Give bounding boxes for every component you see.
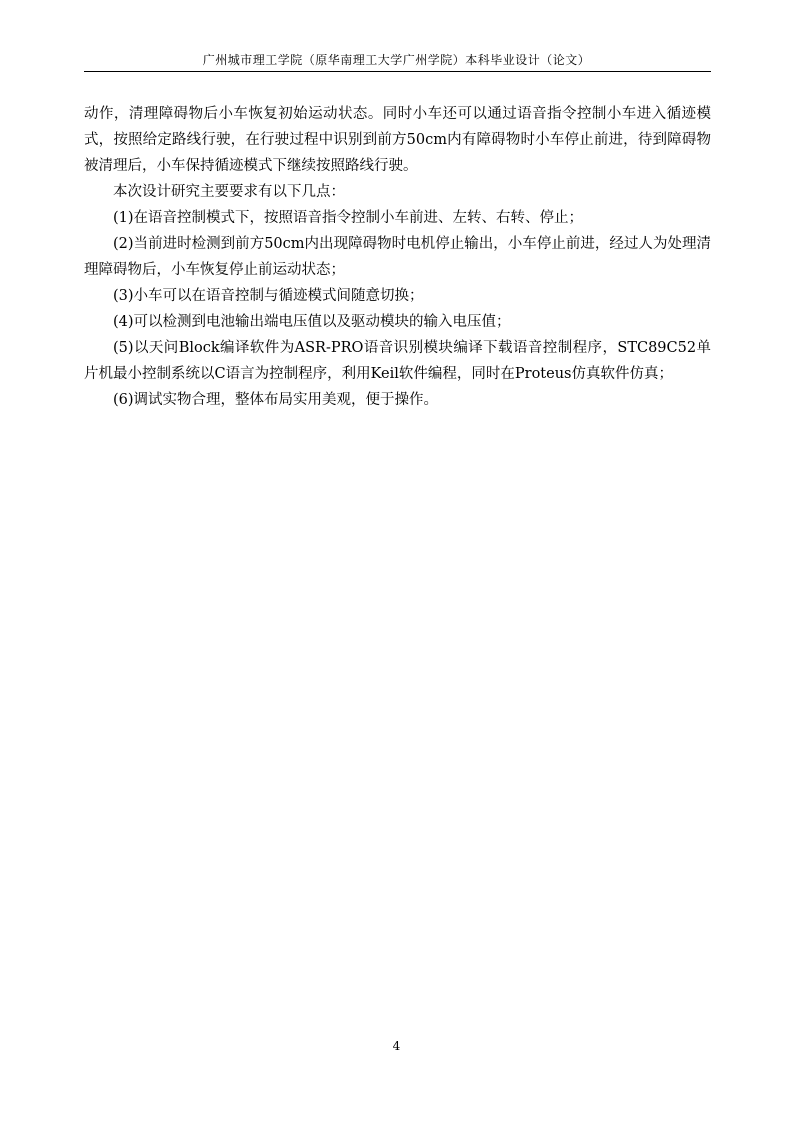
paragraph: 动作，清理障碍物后小车恢复初始运动状态。同时小车还可以通过语音指令控制小车进入循迹模式，按照给定路线行驶，在行驶过程中识别到前方50cm内有障碍物时小车停止前进，待到障碍物被清理后，小车保持循迹模式下继续按照路线行驶。 [84,106,711,174]
paragraph: 本次设计研究主要要求有以下几点： [113,184,345,200]
requirement-item: (4)可以检测到电池输出端电压值以及驱动模块的输入电压值； [113,314,511,330]
body-text [84,101,711,413]
page-number: 4 [392,1039,401,1053]
requirement-item: (2)当前进时检测到前方50cm内出现障碍物时电机停止输出，小车停止前进，经过人为处理清理障碍物后，小车恢复停止前运动状态； [84,236,711,278]
page-header: 广州城市理工学院（原华南理工大学广州学院）本科毕业设计（论文） [202,53,591,67]
header-divider [84,71,711,72]
requirement-item: (3)小车可以在语音控制与循迹模式间随意切换； [113,288,424,304]
requirement-item: (6)调试实物合理，整体布局实用美观，便于操作。 [113,392,439,408]
requirement-item: (1)在语音控制模式下，按照语音指令控制小车前进、左转、右转、停止； [113,210,584,226]
requirement-item: (5)以天问Block编译软件为ASR-PRO语音识别模块编译下载语音控制程序，STC89C52单片机最小控制系统以C语言为控制程序，利用Keil软件编程，同时在Proteus仿真软件仿真； [84,340,711,382]
